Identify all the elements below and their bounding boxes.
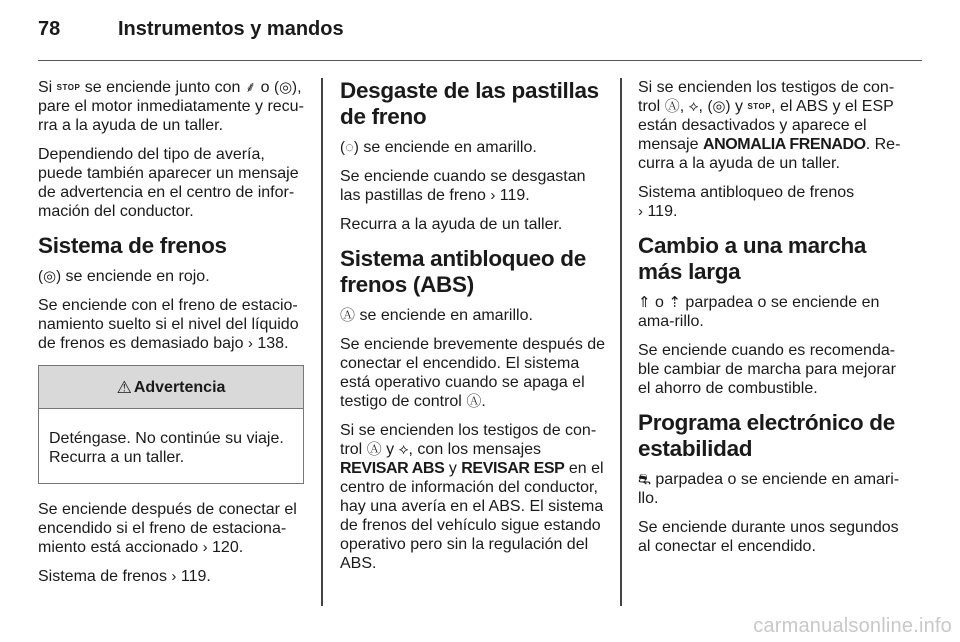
brake-system-icon: (◎) xyxy=(273,79,298,96)
section-heading-esp: Programa electrónico de estabilidad xyxy=(638,410,895,461)
paragraph: (◌) se enciende en amarillo. xyxy=(340,139,537,156)
upshift-icon: ⇑ xyxy=(638,294,651,311)
paragraph: ⛐ parpadea o se enciende en amari-llo. xyxy=(638,471,900,507)
abs-icon: Ⓐ xyxy=(366,441,382,458)
paragraph: Si se encienden los testigos de con-trol Ⓐ, ⟡, (◎) y STOP, el ABS y el ESP están desactivados y aparece el mensaje ANOMALIA FRENADO. Re-curra a la ayuda de un taller. xyxy=(638,79,901,172)
paragraph: Sistema antibloqueo de frenos › 119. xyxy=(638,184,855,220)
message-text: REVISAR ESP xyxy=(461,460,565,477)
column-divider xyxy=(321,78,323,606)
paragraph: Si STOP se enciende junto con ⸙ o (◎), pare el motor inmediatamente y recu-rra a la ayuda de un taller. xyxy=(38,79,304,134)
column-2 xyxy=(340,78,606,583)
esp-icon: ⟡ xyxy=(398,441,409,458)
brake-system-icon: (◎) xyxy=(707,98,731,115)
paragraph: Se enciende brevemente después de conectar el encendido. El sistema está operativo cuando se apaga el testigo de control Ⓐ. xyxy=(340,336,606,410)
paragraph: Se enciende con el freno de estacio-namiento suelto si el nivel del líquido de frenos es demasiado bajo › 138. xyxy=(38,297,299,352)
coolant-temperature-icon: ⸙ xyxy=(244,79,257,96)
warning-text: Deténgase. No continúe su viaje. Recurra a un taller. xyxy=(49,430,284,466)
watermark: carmanualsonline.info xyxy=(753,615,952,637)
paragraph: Sistema de frenos › 119. xyxy=(38,568,211,585)
warning-header: ⚠ Advertencia xyxy=(39,366,303,409)
paragraph: ⇑ o ⇡ parpadea o se enciende en ama-rillo. xyxy=(638,294,880,330)
warning-triangle-icon: ⚠ xyxy=(116,377,132,397)
column-3 xyxy=(638,78,904,566)
page-reference-icon: › xyxy=(202,539,208,556)
warning-box xyxy=(38,365,304,484)
paragraph: Se enciende después de conectar el encendido si el freno de estaciona-miento está accionado › 120. xyxy=(38,501,297,556)
abs-icon: Ⓐ xyxy=(466,393,482,410)
page-reference-icon: › xyxy=(490,187,496,204)
paragraph: Dependiendo del tipo de avería, puede también aparecer un mensaje de advertencia en el centro de infor-mación del conductor. xyxy=(38,146,299,220)
message-text: ANOMALIA FRENADO xyxy=(702,136,866,153)
page-title: Instrumentos y mandos xyxy=(118,18,344,40)
page-reference-icon: › xyxy=(247,335,253,352)
paragraph: Se enciende cuando es recomenda-ble cambiar de marcha para mejorar el ahorro de combustible. xyxy=(638,342,896,397)
paragraph: Se enciende cuando se desgastan las pastillas de freno › 119. xyxy=(340,168,586,204)
paragraph: Ⓐ se enciende en amarillo. xyxy=(340,307,533,324)
message-text: REVISAR ABS xyxy=(340,460,445,477)
page-reference-icon: › xyxy=(171,568,177,585)
page-reference-icon: › xyxy=(638,203,643,220)
section-heading-upshift: Cambio a una marcha más larga xyxy=(638,233,867,284)
abs-icon: Ⓐ xyxy=(664,98,680,115)
section-heading-brake-system: Sistema de frenos xyxy=(38,233,227,258)
page-header xyxy=(38,18,922,61)
esp-icon: ⟡ xyxy=(688,98,699,115)
column-divider xyxy=(620,78,622,606)
paragraph: Recurra a la ayuda de un taller. xyxy=(340,216,563,233)
brake-pad-wear-icon: (◌) xyxy=(340,139,359,156)
section-heading-abs: Sistema antibloqueo de frenos (ABS) xyxy=(340,246,586,297)
stop-icon: STOP xyxy=(747,102,772,111)
paragraph: Se enciende durante unos segundos al conectar el encendido. xyxy=(638,519,899,555)
stop-icon: STOP xyxy=(56,83,81,92)
paragraph: Si se encienden los testigos de con-trol Ⓐ y ⟡, con los mensajes REVISAR ABS y REVISAR ESP en el centro de información del conductor, hay una avería en el ABS. El sistema de frenos del vehículo sigue estando operativo pero sin la regulación del ABS. xyxy=(340,422,604,572)
esp-skid-icon: ⛐ xyxy=(638,471,651,488)
section-heading-brake-pad-wear: Desgaste de las pastillas de freno xyxy=(340,78,599,129)
brake-system-icon: (◎) xyxy=(38,268,62,285)
paragraph: (◎) se enciende en rojo. xyxy=(38,268,210,285)
abs-icon: Ⓐ xyxy=(340,307,356,324)
column-1 xyxy=(38,78,304,596)
upshift-alt-icon: ⇡ xyxy=(668,294,681,311)
page-number: 78 xyxy=(38,18,61,40)
